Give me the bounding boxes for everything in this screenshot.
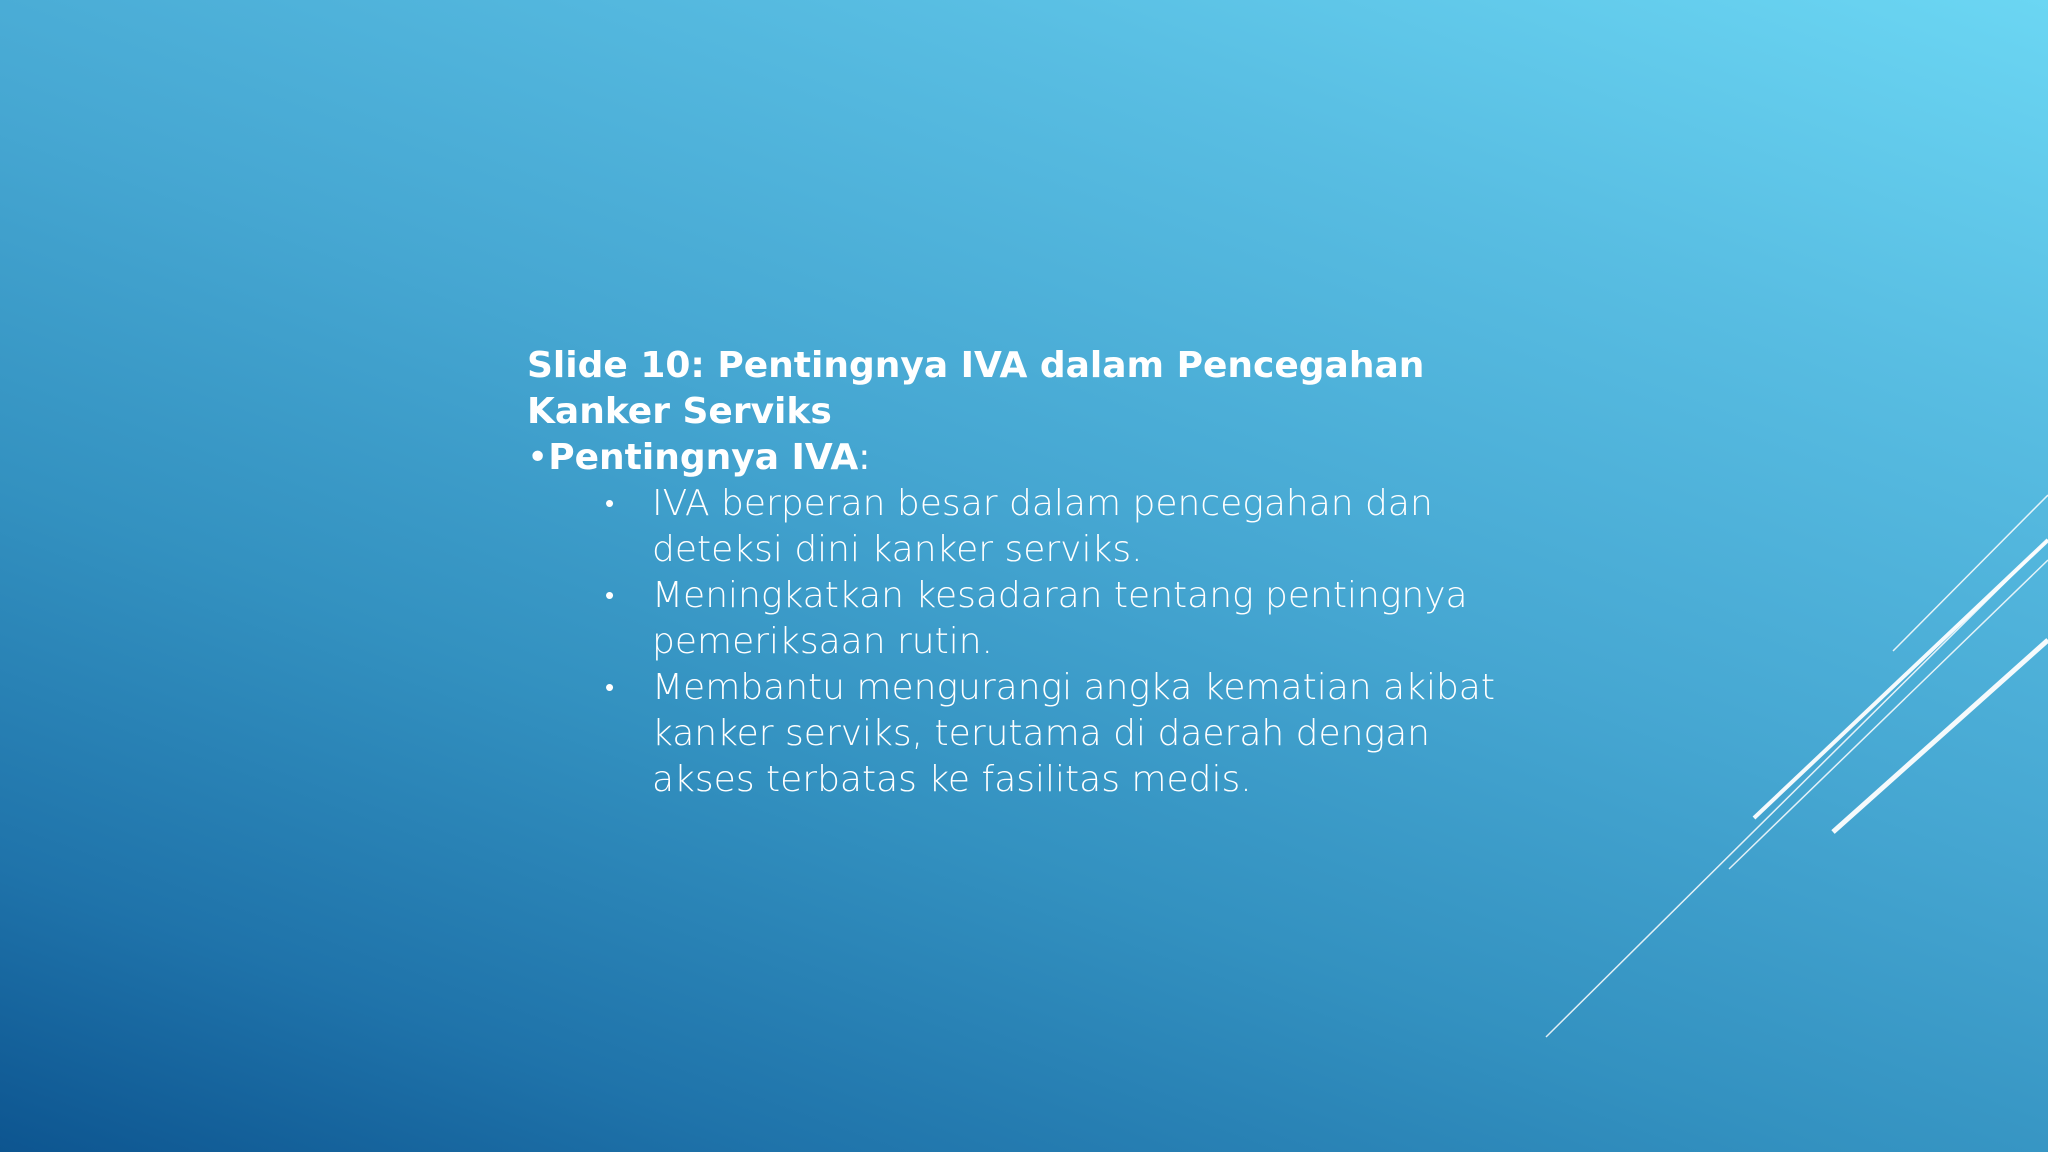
list-item-text: Meningkatkan kesadaran tentang pentingnya pemeriksaan rutin. <box>652 575 1468 662</box>
section-heading: Pentingnya IVA <box>548 437 859 478</box>
slide-title: Slide 10: Pentingnya IVA dalam Pencegahan Kanker Serviks <box>527 345 1425 432</box>
section-heading-line <box>527 435 1527 481</box>
deco-line-1 <box>1546 540 2048 1037</box>
slide-content <box>527 343 1527 803</box>
section-colon: : <box>858 437 871 478</box>
bullet-dot: • <box>605 581 615 611</box>
deco-line-4 <box>1833 640 2048 832</box>
list-item <box>605 481 1527 573</box>
deco-line-3 <box>1754 540 2048 818</box>
bullet-list <box>527 481 1527 803</box>
deco-line-2 <box>1729 560 2048 869</box>
list-item-text: IVA berperan besar dalam pencegahan dan deteksi dini kanker serviks. <box>652 483 1433 570</box>
deco-line-5 <box>1893 495 2048 651</box>
bullet-dot: • <box>605 673 615 703</box>
bullet-dot: • <box>605 489 615 519</box>
list-item-text: Membantu mengurangi angka kematian akibat kanker serviks, terutama di daerah dengan akses terbatas ke fasilitas medis. <box>652 667 1495 800</box>
list-item <box>605 573 1527 665</box>
list-item <box>605 665 1527 803</box>
section-bullet: • <box>527 437 549 478</box>
